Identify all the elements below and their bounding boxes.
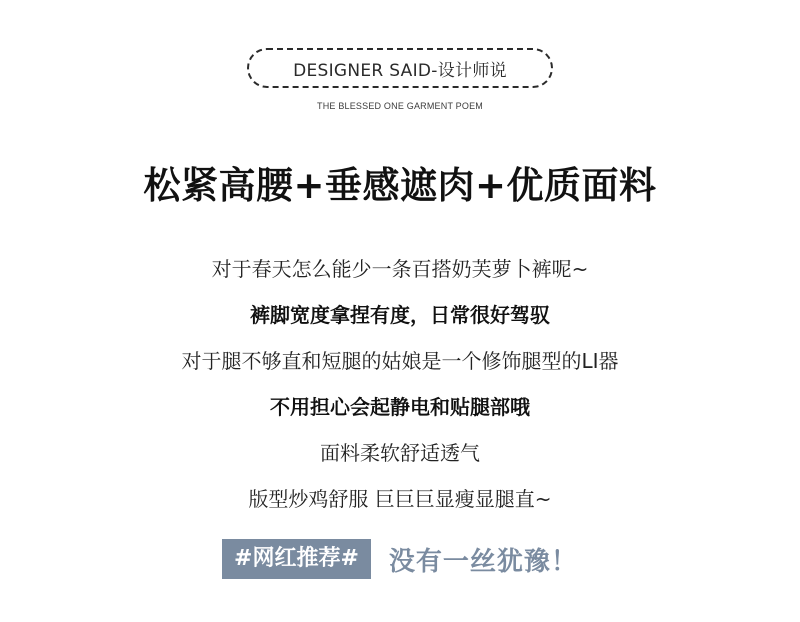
- hashtag-badge: #网红推荐#: [222, 539, 371, 579]
- page-title: 松紧高腰+垂感遮肉+优质面料: [143, 164, 657, 207]
- designer-said-badge: [247, 48, 553, 88]
- poem-subtitle: THE BLESSED ONE GARMENT POEM: [317, 101, 483, 111]
- description-list: [0, 246, 800, 522]
- description-line-3: 对于腿不够直和短腿的姑娘是一个修饰腿型的LI器: [181, 349, 619, 373]
- description-line-4: 不用担心会起静电和贴腿部哦: [270, 395, 530, 419]
- description-line-6: 版型炒鸡舒服 巨巨巨显瘦显腿直~: [248, 487, 552, 511]
- description-line-1: 对于春天怎么能少一条百搭奶芙萝卜裤呢~: [211, 257, 589, 281]
- description-line-5: 面料柔软舒适透气: [320, 441, 480, 465]
- slogan-text: 没有一丝犹豫！: [388, 546, 578, 577]
- footer-recommendation: [0, 538, 800, 580]
- description-line-2: 裤脚宽度拿捏有度，日常很好驾驭: [250, 303, 550, 327]
- designer-said-text: DESIGNER SAID-设计师说: [293, 60, 507, 81]
